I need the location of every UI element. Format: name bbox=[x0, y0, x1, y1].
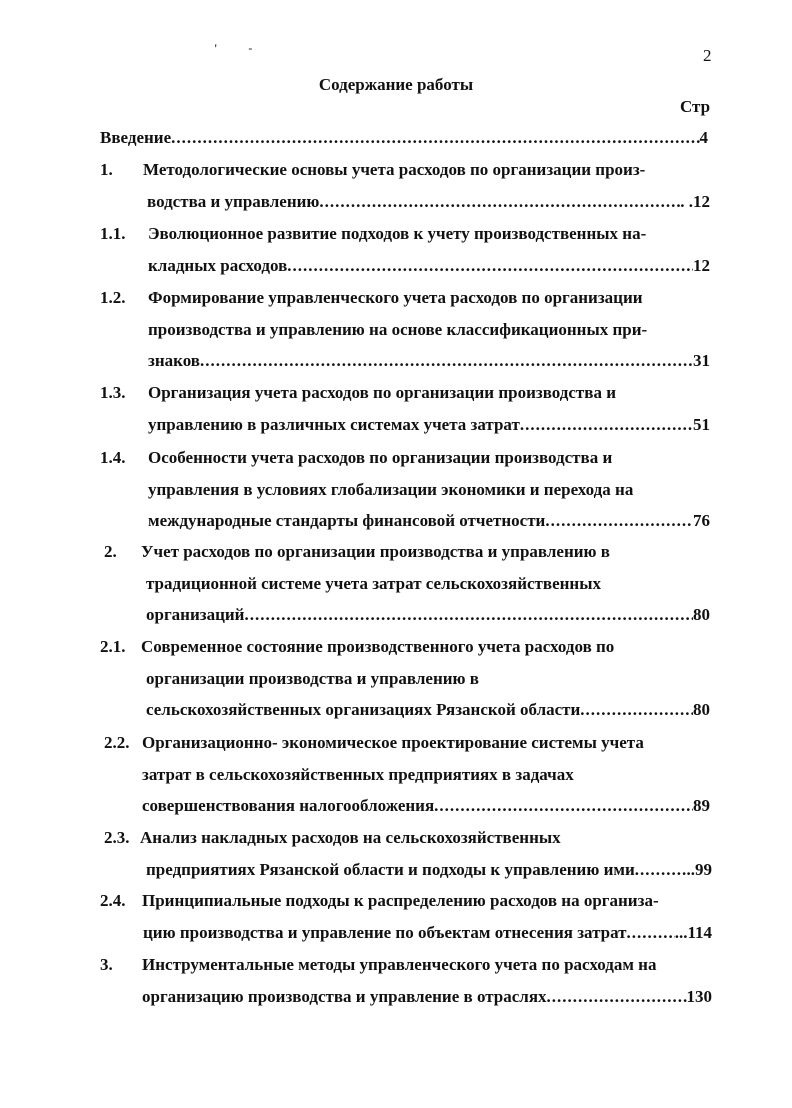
page-title: Содержание работы bbox=[318, 75, 474, 94]
dot-leader bbox=[547, 987, 687, 1007]
toc-entry-page: 80 bbox=[693, 605, 710, 625]
toc-entry-page: ...114 bbox=[674, 922, 712, 942]
toc-entry-title-line: цию производства и управление по объектам отнесения затрат bbox=[143, 922, 627, 942]
toc-entry-page: 4 bbox=[699, 128, 708, 147]
page-number: 2 bbox=[703, 46, 712, 65]
scan-specks: ' - bbox=[214, 41, 267, 55]
toc-entry-page: ..99 bbox=[686, 859, 712, 879]
toc-entry-number: 1.1. bbox=[100, 224, 126, 243]
toc-entry-number: 2. bbox=[104, 542, 117, 561]
dot-leader bbox=[545, 511, 693, 531]
toc-entry-number: 1.4. bbox=[100, 448, 126, 467]
toc-entry-page: 76 bbox=[693, 511, 710, 531]
dot-leader bbox=[200, 351, 693, 371]
toc-entry-title-line: Современное состояние производственного учета расходов по bbox=[141, 637, 615, 656]
toc-entry-title-line: Особенности учета расходов по организации производства и bbox=[148, 448, 613, 467]
toc-entry-title-line: водства и управлению bbox=[147, 191, 320, 211]
toc-entry-page: 130 bbox=[686, 986, 712, 1006]
toc-entry-title-line: Инструментальные методы управленческого учета по расходам на bbox=[142, 955, 657, 974]
toc-entry-page: 51 bbox=[693, 414, 710, 434]
toc-entry-number: 1.2. bbox=[100, 288, 126, 307]
toc-entry-title-line: Организация учета расходов по организации производства и bbox=[148, 383, 616, 402]
toc-entry-number: 1.3. bbox=[100, 383, 126, 402]
toc-entry-title-line: управления в условиях глобализации экономики и перехода на bbox=[148, 479, 634, 499]
toc-entry-title-line: организацию производства и управление в отраслях bbox=[142, 986, 547, 1006]
toc-entry-title-line: организации производства и управлению в bbox=[146, 668, 479, 688]
toc-entry-page: . .12 bbox=[680, 191, 710, 211]
dot-leader bbox=[580, 700, 693, 720]
toc-entry-title-line: Учет расходов по организации производства и управлению в bbox=[141, 542, 610, 561]
page-column-label: Стр bbox=[680, 97, 711, 116]
toc-entry-title-line: сельскохозяйственных организациях Рязанской области bbox=[146, 700, 581, 720]
toc-entry-title-line: предприятиях Рязанской области и подходы к управлению ими bbox=[146, 859, 635, 879]
toc-entry-title-line: организаций bbox=[146, 605, 245, 625]
toc-entry-title-line: совершенствования налогообложения bbox=[142, 796, 435, 816]
toc-entry-title-line: затрат в сельскохозяйственных предприятиях в задачах bbox=[142, 764, 574, 784]
toc-entry-number: 2.2. bbox=[104, 733, 130, 752]
toc-entry-title-line: знаков bbox=[148, 351, 200, 371]
toc-entry-title-line: международные стандарты финансовой отчетности bbox=[148, 511, 546, 531]
dot-leader bbox=[287, 256, 693, 276]
toc-entry-page: 12 bbox=[693, 255, 710, 275]
toc-entry-title-line: Формирование управленческого учета расходов по организации bbox=[148, 288, 643, 307]
dot-leader bbox=[635, 860, 687, 880]
toc-entry-title-line: управлению в различных системах учета затрат bbox=[148, 414, 520, 434]
toc-entry-number: 3. bbox=[100, 955, 113, 974]
toc-entry-number: 2.1. bbox=[100, 637, 126, 656]
toc-entry-title-line: Введение bbox=[100, 128, 172, 147]
dot-leader bbox=[171, 128, 699, 148]
dot-leader bbox=[244, 605, 693, 625]
toc-entry-number: 1. bbox=[100, 160, 113, 179]
toc-entry-title-line: Анализ накладных расходов на сельскохозяйственных bbox=[140, 828, 561, 847]
toc-entry-title-line: Организационно- экономическое проектирование системы учета bbox=[142, 733, 644, 752]
toc-entry-page: 89 bbox=[693, 796, 710, 816]
toc-entry-title-line: Принципиальные подходы к распределению расходов на организа- bbox=[142, 891, 659, 910]
toc-entry-title-line: традиционной системе учета затрат сельскохозяйственных bbox=[146, 573, 601, 593]
toc-entry-title-line: производства и управлению на основе классификационных при- bbox=[148, 319, 648, 339]
toc-entry-page: 31 bbox=[693, 351, 710, 371]
dot-leader bbox=[627, 923, 675, 943]
toc-entry-title-line: кладных расходов bbox=[148, 255, 288, 275]
toc-entry-title-line: Эволюционное развитие подходов к учету производственных на- bbox=[148, 224, 647, 243]
toc-entry-number: 2.3. bbox=[104, 828, 130, 847]
dot-leader bbox=[434, 796, 693, 816]
dot-leader bbox=[319, 192, 680, 212]
toc-entry-number: 2.4. bbox=[100, 891, 126, 910]
toc-entry-page: 80 bbox=[693, 700, 710, 720]
toc-entry-title-line: Методологические основы учета расходов по организации произ- bbox=[143, 160, 646, 179]
dot-leader bbox=[520, 415, 693, 435]
